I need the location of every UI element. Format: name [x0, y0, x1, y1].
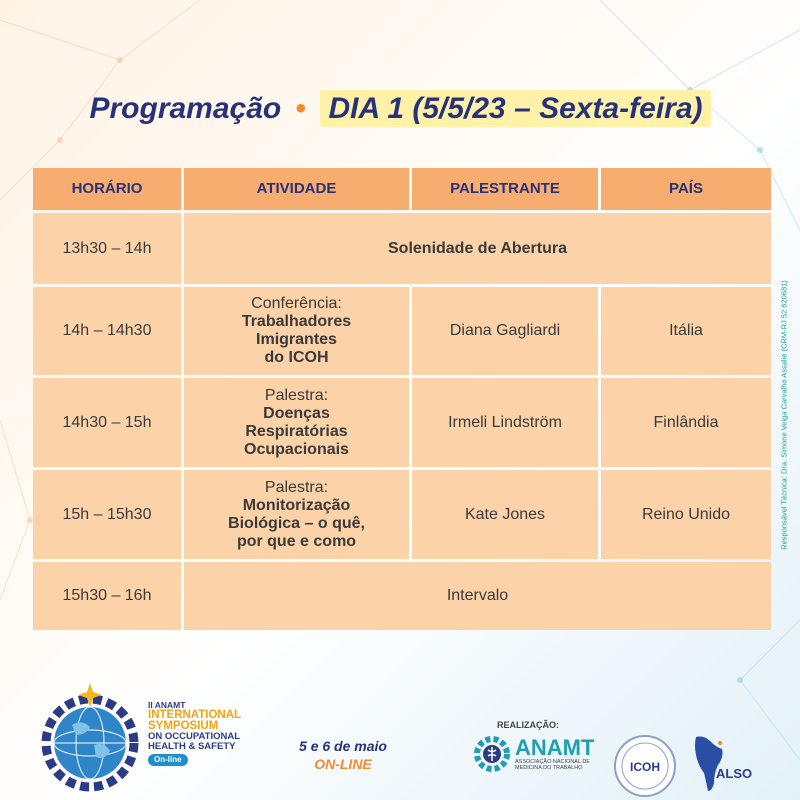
symposium-line5: HEALTH & SAFETY: [148, 741, 236, 752]
row2-activity-line3: do ICOH: [264, 349, 329, 366]
row1-time: 13h30 – 14h: [33, 213, 181, 284]
globe-logo-icon: [28, 683, 146, 793]
symposium-line1: II ANAMT: [148, 700, 186, 710]
header-horario: HORÁRIO: [33, 168, 181, 210]
event-dates-text: 5 e 6 de maio: [299, 738, 387, 754]
row3-time: 14h30 – 15h: [33, 378, 181, 467]
row4-country: Reino Unido: [601, 470, 771, 559]
symposium-line3: SYMPOSIUM: [148, 720, 219, 732]
row4-time: 15h – 15h30: [33, 470, 181, 559]
row2-country: Itália: [601, 287, 771, 375]
row4-activity-type: Palestra:: [264, 478, 329, 496]
anamt-wordmark: ANAMT: [515, 735, 595, 760]
row3-speaker: Irmeli Lindström: [412, 378, 598, 467]
icoh-seal-icon: [612, 733, 678, 799]
event-mode-text: ON-LINE: [314, 756, 372, 772]
icoh-seal-text: ICOH: [630, 760, 660, 774]
row2-activity-line2: Imigrantes: [256, 331, 337, 348]
row2-activity-type: Conferência:: [251, 295, 342, 312]
schedule-table: [33, 168, 768, 630]
title-prefix: Programação: [89, 92, 282, 125]
anamt-sub1: ASSOCIAÇÃO NACIONAL DE: [515, 759, 590, 765]
symposium-line2: INTERNATIONAL: [148, 709, 242, 721]
title-day-highlight: DIA 1 (5/5/23 – Sexta-feira): [320, 90, 710, 127]
row2-activity-line1: Trabalhadores: [241, 313, 352, 330]
title-separator: •: [295, 92, 307, 125]
online-badge: On-line: [148, 754, 188, 766]
header-pais: PAÍS: [601, 168, 771, 210]
row5-time: 15h30 – 16h: [33, 562, 181, 630]
row5-merged: Intervalo: [184, 562, 771, 630]
anamt-gear-icon: [473, 735, 511, 773]
row4-activity-line3: por que e como: [236, 532, 357, 550]
symposium-line4: ON OCCUPATIONAL: [148, 731, 241, 742]
event-dates: [288, 738, 398, 772]
row3-activity: [184, 378, 409, 467]
latin-america-map-icon: [690, 733, 730, 793]
row4-activity-line2: Biológica – o quê,: [228, 514, 365, 532]
page-title: [0, 92, 800, 126]
row1-merged: Solenidade de Abertura: [184, 213, 771, 284]
symposium-wordmark: [148, 700, 241, 766]
row2-activity: [184, 287, 409, 375]
header-atividade: ATIVIDADE: [184, 168, 409, 210]
realizacao-label: REALIZAÇÃO:: [497, 720, 559, 730]
row4-speaker: Kate Jones: [412, 470, 598, 559]
row3-activity-type: Palestra:: [264, 386, 329, 404]
row4-activity-line1: Monitorização: [242, 496, 351, 514]
header-palestrante: PALESTRANTE: [412, 168, 598, 210]
technical-responsible-credit: Responsável Técnica: Dra. Simone Veiga Carvalho Assalie (CRM-RJ 52 620681): [779, 280, 789, 550]
row3-activity-line1: Doenças: [263, 404, 330, 422]
row3-country: Finlândia: [601, 378, 771, 467]
row4-activity: [184, 470, 409, 559]
row2-time: 14h – 14h30: [33, 287, 181, 375]
also-wordmark: ALSO: [716, 766, 753, 781]
row3-activity-line3: Ocupacionais: [244, 440, 349, 458]
row3-activity-line2: Respiratórias: [245, 422, 348, 440]
row2-speaker: Diana Gagliardi: [412, 287, 598, 375]
anamt-logo: [473, 735, 594, 773]
anamt-sub2: MEDICINA DO TRABALHO: [515, 765, 583, 771]
